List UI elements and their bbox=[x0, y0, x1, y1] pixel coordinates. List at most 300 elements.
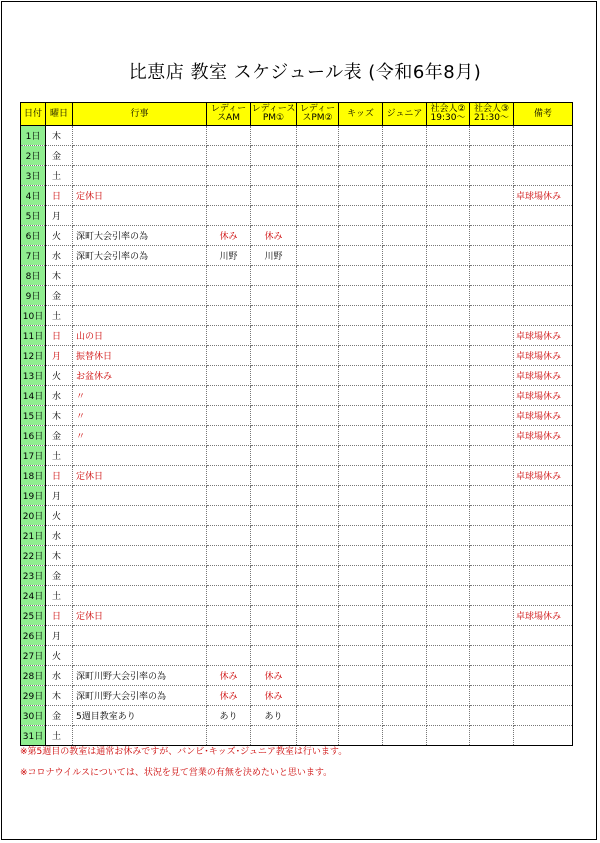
table-row bbox=[21, 146, 573, 166]
note-cell bbox=[514, 486, 573, 506]
kids-cell bbox=[339, 346, 383, 366]
adult3-cell bbox=[470, 506, 514, 526]
table-row bbox=[21, 646, 573, 666]
note-cell: 卓球場休み bbox=[514, 366, 573, 386]
header-ladies-pm2: レディースPM② bbox=[297, 103, 339, 126]
ladies-pm2-cell bbox=[297, 546, 339, 566]
note-cell bbox=[514, 306, 573, 326]
ladies-pm1-cell: 休み bbox=[251, 226, 297, 246]
ladies-pm2-cell bbox=[297, 526, 339, 546]
event-cell: お盆休み bbox=[73, 366, 207, 386]
header-adult2: 社会人② 19:30～ bbox=[427, 103, 470, 126]
adult3-cell bbox=[470, 286, 514, 306]
kids-cell bbox=[339, 446, 383, 466]
note-cell bbox=[514, 726, 573, 746]
note-cell: 卓球場休み bbox=[514, 406, 573, 426]
note-cell bbox=[514, 126, 573, 146]
adult3-cell bbox=[470, 366, 514, 386]
page-title: 比恵店 教室 スケジュール表 (令和6年8月) bbox=[128, 62, 482, 83]
date-cell: 13日 bbox=[21, 366, 46, 386]
dow-cell: 木 bbox=[46, 406, 73, 426]
table-row bbox=[21, 186, 573, 206]
table-row bbox=[21, 546, 573, 566]
note-cell: 卓球場休み bbox=[514, 606, 573, 626]
ladies-pm1-cell bbox=[251, 606, 297, 626]
adult2-cell bbox=[427, 646, 470, 666]
ladies-pm1-cell bbox=[251, 506, 297, 526]
adult3-cell bbox=[470, 526, 514, 546]
event-cell: 5週目教室あり bbox=[73, 706, 207, 726]
adult3-cell bbox=[470, 466, 514, 486]
ladies-am-cell bbox=[207, 466, 251, 486]
junior-cell bbox=[383, 546, 427, 566]
dow-cell: 日 bbox=[46, 186, 73, 206]
kids-cell bbox=[339, 506, 383, 526]
kids-cell bbox=[339, 366, 383, 386]
event-cell bbox=[73, 166, 207, 186]
footnote-2: ※コロナウイルスについては、状況を見て営業の有無を決めたいと思います。 bbox=[20, 768, 333, 778]
table-row bbox=[21, 306, 573, 326]
kids-cell bbox=[339, 606, 383, 626]
adult2-cell bbox=[427, 306, 470, 326]
header-adult3: 社会人③ 21:30～ bbox=[470, 103, 514, 126]
junior-cell bbox=[383, 606, 427, 626]
footnotes bbox=[20, 742, 347, 784]
ladies-pm1-cell: あり bbox=[251, 706, 297, 726]
event-cell: 定休日 bbox=[73, 186, 207, 206]
kids-cell bbox=[339, 126, 383, 146]
dow-cell: 木 bbox=[46, 266, 73, 286]
event-cell bbox=[73, 486, 207, 506]
ladies-pm2-cell bbox=[297, 446, 339, 466]
junior-cell bbox=[383, 306, 427, 326]
junior-cell bbox=[383, 366, 427, 386]
junior-cell bbox=[383, 146, 427, 166]
ladies-am-cell bbox=[207, 186, 251, 206]
adult2-cell bbox=[427, 406, 470, 426]
junior-cell bbox=[383, 446, 427, 466]
dow-cell: 金 bbox=[46, 706, 73, 726]
date-cell: 27日 bbox=[21, 646, 46, 666]
kids-cell bbox=[339, 286, 383, 306]
ladies-am-cell bbox=[207, 626, 251, 646]
adult3-cell bbox=[470, 706, 514, 726]
dow-cell: 水 bbox=[46, 386, 73, 406]
kids-cell bbox=[339, 186, 383, 206]
ladies-am-cell bbox=[207, 526, 251, 546]
dow-cell: 木 bbox=[46, 126, 73, 146]
note-cell bbox=[514, 286, 573, 306]
dow-cell: 土 bbox=[46, 166, 73, 186]
dow-cell: 土 bbox=[46, 586, 73, 606]
kids-cell bbox=[339, 646, 383, 666]
adult3-cell bbox=[470, 486, 514, 506]
date-cell: 4日 bbox=[21, 186, 46, 206]
ladies-pm2-cell bbox=[297, 466, 339, 486]
header-date: 日付 bbox=[21, 103, 46, 126]
date-cell: 12日 bbox=[21, 346, 46, 366]
ladies-am-cell bbox=[207, 486, 251, 506]
ladies-pm2-cell bbox=[297, 266, 339, 286]
note-cell bbox=[514, 266, 573, 286]
date-cell: 30日 bbox=[21, 706, 46, 726]
note-cell: 卓球場休み bbox=[514, 326, 573, 346]
ladies-pm2-cell bbox=[297, 386, 339, 406]
kids-cell bbox=[339, 326, 383, 346]
ladies-pm2-cell bbox=[297, 606, 339, 626]
kids-cell bbox=[339, 546, 383, 566]
junior-cell bbox=[383, 726, 427, 746]
event-cell: 〃 bbox=[73, 426, 207, 446]
adult3-cell bbox=[470, 386, 514, 406]
adult2-cell bbox=[427, 366, 470, 386]
junior-cell bbox=[383, 626, 427, 646]
event-cell bbox=[73, 146, 207, 166]
adult3-cell bbox=[470, 306, 514, 326]
adult2-cell bbox=[427, 126, 470, 146]
kids-cell bbox=[339, 526, 383, 546]
adult3-cell bbox=[470, 446, 514, 466]
ladies-am-cell bbox=[207, 426, 251, 446]
adult2-cell bbox=[427, 586, 470, 606]
event-cell: 深町川野大会引率の為 bbox=[73, 666, 207, 686]
ladies-pm1-cell bbox=[251, 346, 297, 366]
note-cell bbox=[514, 686, 573, 706]
dow-cell: 月 bbox=[46, 206, 73, 226]
table-row bbox=[21, 686, 573, 706]
adult3-cell bbox=[470, 726, 514, 746]
ladies-pm2-cell bbox=[297, 706, 339, 726]
dow-cell: 金 bbox=[46, 146, 73, 166]
ladies-pm1-cell bbox=[251, 146, 297, 166]
dow-cell: 金 bbox=[46, 566, 73, 586]
ladies-am-cell bbox=[207, 266, 251, 286]
dow-cell: 木 bbox=[46, 686, 73, 706]
note-cell: 卓球場休み bbox=[514, 466, 573, 486]
note-cell bbox=[514, 566, 573, 586]
adult2-cell bbox=[427, 426, 470, 446]
adult2-cell bbox=[427, 246, 470, 266]
dow-cell: 火 bbox=[46, 366, 73, 386]
dow-cell: 日 bbox=[46, 466, 73, 486]
ladies-pm2-cell bbox=[297, 566, 339, 586]
note-cell bbox=[514, 546, 573, 566]
note-cell bbox=[514, 166, 573, 186]
adult3-cell bbox=[470, 126, 514, 146]
adult3-cell bbox=[470, 186, 514, 206]
kids-cell bbox=[339, 586, 383, 606]
ladies-pm1-cell bbox=[251, 646, 297, 666]
table-row bbox=[21, 706, 573, 726]
ladies-pm1-cell bbox=[251, 566, 297, 586]
note-cell bbox=[514, 506, 573, 526]
ladies-am-cell: 休み bbox=[207, 226, 251, 246]
dow-cell: 日 bbox=[46, 326, 73, 346]
ladies-pm2-cell bbox=[297, 686, 339, 706]
event-cell bbox=[73, 566, 207, 586]
junior-cell bbox=[383, 206, 427, 226]
kids-cell bbox=[339, 266, 383, 286]
ladies-pm2-cell bbox=[297, 346, 339, 366]
dow-cell: 火 bbox=[46, 506, 73, 526]
adult3-cell bbox=[470, 206, 514, 226]
event-cell: 定休日 bbox=[73, 606, 207, 626]
date-cell: 8日 bbox=[21, 266, 46, 286]
junior-cell bbox=[383, 686, 427, 706]
table-row bbox=[21, 286, 573, 306]
adult2-cell bbox=[427, 266, 470, 286]
dow-cell: 土 bbox=[46, 726, 73, 746]
note-cell: 卓球場休み bbox=[514, 386, 573, 406]
ladies-am-cell bbox=[207, 366, 251, 386]
dow-cell: 金 bbox=[46, 286, 73, 306]
junior-cell bbox=[383, 226, 427, 246]
table-row bbox=[21, 226, 573, 246]
footnote-1: ※第5週目の教室は通常お休みですが、バンビ･キッズ･ジュニア教室は行います。 bbox=[20, 747, 348, 757]
event-cell bbox=[73, 506, 207, 526]
dow-cell: 水 bbox=[46, 526, 73, 546]
ladies-am-cell bbox=[207, 146, 251, 166]
date-cell: 15日 bbox=[21, 406, 46, 426]
ladies-am-cell: 休み bbox=[207, 666, 251, 686]
table-row bbox=[21, 486, 573, 506]
junior-cell bbox=[383, 126, 427, 146]
ladies-pm1-cell bbox=[251, 626, 297, 646]
table-row bbox=[21, 246, 573, 266]
table-row bbox=[21, 666, 573, 686]
date-cell: 25日 bbox=[21, 606, 46, 626]
event-cell bbox=[73, 626, 207, 646]
adult2-cell bbox=[427, 446, 470, 466]
dow-cell: 月 bbox=[46, 346, 73, 366]
header-ladies-pm1: レディースPM① bbox=[251, 103, 297, 126]
date-cell: 16日 bbox=[21, 426, 46, 446]
note-cell bbox=[514, 246, 573, 266]
note-cell bbox=[514, 666, 573, 686]
ladies-am-cell bbox=[207, 326, 251, 346]
date-cell: 23日 bbox=[21, 566, 46, 586]
header-kids: キッズ bbox=[339, 103, 383, 126]
date-cell: 26日 bbox=[21, 626, 46, 646]
header-row bbox=[21, 103, 573, 126]
junior-cell bbox=[383, 166, 427, 186]
kids-cell bbox=[339, 466, 383, 486]
junior-cell bbox=[383, 346, 427, 366]
note-cell bbox=[514, 646, 573, 666]
table-row bbox=[21, 386, 573, 406]
date-cell: 7日 bbox=[21, 246, 46, 266]
date-cell: 3日 bbox=[21, 166, 46, 186]
event-cell: 〃 bbox=[73, 386, 207, 406]
junior-cell bbox=[383, 326, 427, 346]
table-row bbox=[21, 566, 573, 586]
ladies-pm1-cell bbox=[251, 266, 297, 286]
ladies-pm2-cell bbox=[297, 246, 339, 266]
date-cell: 29日 bbox=[21, 686, 46, 706]
note-cell: 卓球場休み bbox=[514, 426, 573, 446]
adult2-cell bbox=[427, 466, 470, 486]
note-cell bbox=[514, 146, 573, 166]
date-cell: 17日 bbox=[21, 446, 46, 466]
ladies-am-cell bbox=[207, 546, 251, 566]
ladies-pm1-cell bbox=[251, 126, 297, 146]
adult3-cell bbox=[470, 686, 514, 706]
event-cell: 深町大会引率の為 bbox=[73, 226, 207, 246]
table-row bbox=[21, 126, 573, 146]
ladies-am-cell bbox=[207, 566, 251, 586]
ladies-am-cell bbox=[207, 386, 251, 406]
note-cell: 卓球場休み bbox=[514, 186, 573, 206]
ladies-pm1-cell bbox=[251, 386, 297, 406]
date-cell: 2日 bbox=[21, 146, 46, 166]
ladies-am-cell bbox=[207, 206, 251, 226]
dow-cell: 月 bbox=[46, 486, 73, 506]
ladies-am-cell bbox=[207, 646, 251, 666]
event-cell bbox=[73, 286, 207, 306]
ladies-pm2-cell bbox=[297, 626, 339, 646]
header-notes: 備考 bbox=[514, 103, 573, 126]
kids-cell bbox=[339, 166, 383, 186]
ladies-pm1-cell bbox=[251, 526, 297, 546]
kids-cell bbox=[339, 306, 383, 326]
adult3-cell bbox=[470, 666, 514, 686]
ladies-pm2-cell bbox=[297, 646, 339, 666]
header-junior: ジュニア bbox=[383, 103, 427, 126]
ladies-pm2-cell bbox=[297, 426, 339, 446]
ladies-pm2-cell bbox=[297, 586, 339, 606]
junior-cell bbox=[383, 246, 427, 266]
adult2-cell bbox=[427, 326, 470, 346]
ladies-am-cell: あり bbox=[207, 706, 251, 726]
date-cell: 21日 bbox=[21, 526, 46, 546]
ladies-pm2-cell bbox=[297, 146, 339, 166]
note-cell bbox=[514, 526, 573, 546]
event-cell bbox=[73, 586, 207, 606]
adult2-cell bbox=[427, 546, 470, 566]
ladies-pm1-cell: 休み bbox=[251, 686, 297, 706]
ladies-pm2-cell bbox=[297, 206, 339, 226]
ladies-pm2-cell bbox=[297, 326, 339, 346]
header-event: 行事 bbox=[73, 103, 207, 126]
kids-cell bbox=[339, 426, 383, 446]
junior-cell bbox=[383, 566, 427, 586]
kids-cell bbox=[339, 226, 383, 246]
dow-cell: 土 bbox=[46, 306, 73, 326]
dow-cell: 水 bbox=[46, 666, 73, 686]
ladies-pm2-cell bbox=[297, 166, 339, 186]
ladies-am-cell bbox=[207, 166, 251, 186]
adult3-cell bbox=[470, 166, 514, 186]
adult3-cell bbox=[470, 586, 514, 606]
ladies-pm2-cell bbox=[297, 666, 339, 686]
ladies-am-cell bbox=[207, 406, 251, 426]
dow-cell: 木 bbox=[46, 546, 73, 566]
date-cell: 28日 bbox=[21, 666, 46, 686]
event-cell: 深町川野大会引率の為 bbox=[73, 686, 207, 706]
dow-cell: 日 bbox=[46, 606, 73, 626]
event-cell bbox=[73, 526, 207, 546]
adult3-cell bbox=[470, 266, 514, 286]
table-row bbox=[21, 426, 573, 446]
ladies-am-cell bbox=[207, 446, 251, 466]
adult3-cell bbox=[470, 406, 514, 426]
junior-cell bbox=[383, 586, 427, 606]
ladies-pm1-cell: 休み bbox=[251, 666, 297, 686]
table-row bbox=[21, 346, 573, 366]
ladies-pm2-cell bbox=[297, 186, 339, 206]
ladies-pm2-cell bbox=[297, 486, 339, 506]
kids-cell bbox=[339, 706, 383, 726]
ladies-am-cell bbox=[207, 586, 251, 606]
adult2-cell bbox=[427, 726, 470, 746]
date-cell: 11日 bbox=[21, 326, 46, 346]
adult2-cell bbox=[427, 186, 470, 206]
date-cell: 20日 bbox=[21, 506, 46, 526]
ladies-pm1-cell bbox=[251, 206, 297, 226]
adult2-cell bbox=[427, 386, 470, 406]
note-cell bbox=[514, 706, 573, 726]
junior-cell bbox=[383, 186, 427, 206]
kids-cell bbox=[339, 146, 383, 166]
adult2-cell bbox=[427, 606, 470, 626]
adult2-cell bbox=[427, 706, 470, 726]
table-row bbox=[21, 446, 573, 466]
header-dow: 曜日 bbox=[46, 103, 73, 126]
date-cell: 5日 bbox=[21, 206, 46, 226]
table-row bbox=[21, 366, 573, 386]
table-row bbox=[21, 606, 573, 626]
ladies-pm2-cell bbox=[297, 406, 339, 426]
ladies-pm1-cell bbox=[251, 326, 297, 346]
adult2-cell bbox=[427, 626, 470, 646]
date-cell: 9日 bbox=[21, 286, 46, 306]
adult2-cell bbox=[427, 686, 470, 706]
event-cell: 〃 bbox=[73, 406, 207, 426]
ladies-am-cell bbox=[207, 346, 251, 366]
kids-cell bbox=[339, 626, 383, 646]
ladies-pm1-cell bbox=[251, 446, 297, 466]
adult3-cell bbox=[470, 646, 514, 666]
dow-cell: 土 bbox=[46, 446, 73, 466]
dow-cell: 水 bbox=[46, 246, 73, 266]
junior-cell bbox=[383, 426, 427, 446]
event-cell bbox=[73, 206, 207, 226]
adult2-cell bbox=[427, 346, 470, 366]
date-cell: 31日 bbox=[21, 726, 46, 746]
kids-cell bbox=[339, 386, 383, 406]
dow-cell: 金 bbox=[46, 426, 73, 446]
junior-cell bbox=[383, 646, 427, 666]
junior-cell bbox=[383, 406, 427, 426]
ladies-pm2-cell bbox=[297, 126, 339, 146]
adult2-cell bbox=[427, 286, 470, 306]
junior-cell bbox=[383, 466, 427, 486]
dow-cell: 火 bbox=[46, 646, 73, 666]
table-row bbox=[21, 326, 573, 346]
junior-cell bbox=[383, 666, 427, 686]
schedule-table bbox=[20, 102, 573, 746]
note-cell bbox=[514, 446, 573, 466]
ladies-am-cell bbox=[207, 306, 251, 326]
event-cell bbox=[73, 446, 207, 466]
adult2-cell bbox=[427, 526, 470, 546]
event-cell: 振替休日 bbox=[73, 346, 207, 366]
date-cell: 22日 bbox=[21, 546, 46, 566]
adult2-cell bbox=[427, 486, 470, 506]
table-row bbox=[21, 206, 573, 226]
note-cell bbox=[514, 626, 573, 646]
table-row bbox=[21, 466, 573, 486]
